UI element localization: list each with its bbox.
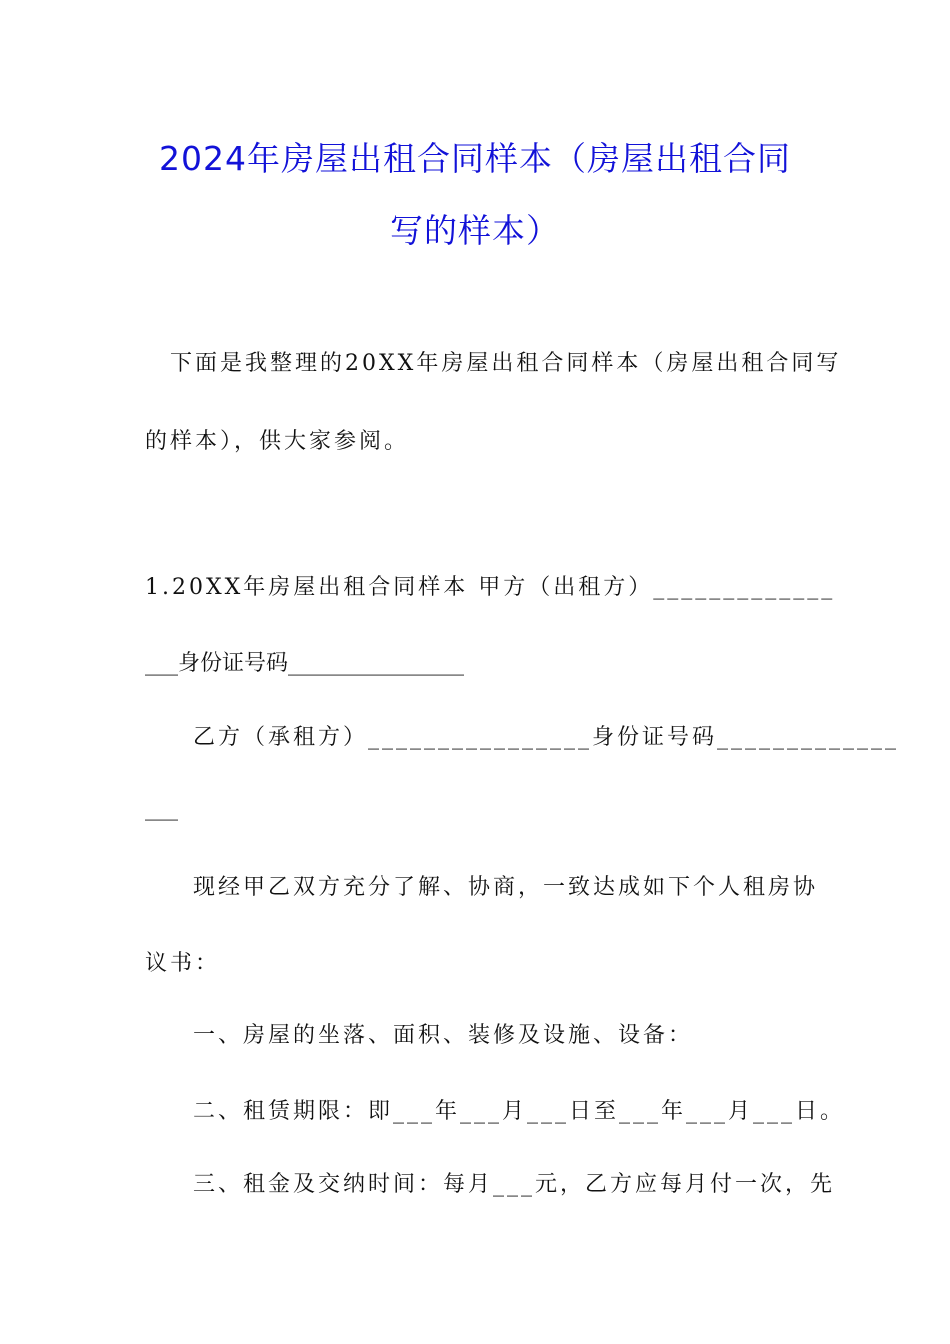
document-title-line-2: 写的样本） <box>390 211 560 250</box>
party-a-id-line: ___身份证号码________________ <box>145 651 465 676</box>
intro-line-1: 下面是我整理的20XX年房屋出租合同样本（房屋出租合同写 <box>170 351 842 376</box>
clause-1-location: 一、房屋的坐落、面积、装修及设施、设备： <box>193 1023 694 1048</box>
document-title-line-1: 2024年房屋出租合同样本（房屋出租合同 <box>159 139 791 178</box>
party-b-id-continuation: ___ <box>145 796 178 821</box>
clause-2-term: 二、租赁期限：即___年___月___日至___年___月___日。 <box>193 1099 846 1124</box>
agreement-intro-line-2: 议书： <box>145 951 221 976</box>
contract-heading-party-a: 1.20XX年房屋出租合同样本 甲方（出租方）_____________ <box>145 575 836 600</box>
clause-3-rent: 三、租金及交纳时间：每月___元，乙方应每月付一次，先 <box>193 1172 836 1197</box>
intro-line-2: 的样本），供大家参阅。 <box>145 429 410 454</box>
party-b-line: 乙方（承租方）________________身份证号码_____________ <box>193 725 900 750</box>
agreement-intro-line-1: 现经甲乙双方充分了解、协商，一致达成如下个人租房协 <box>193 875 819 900</box>
